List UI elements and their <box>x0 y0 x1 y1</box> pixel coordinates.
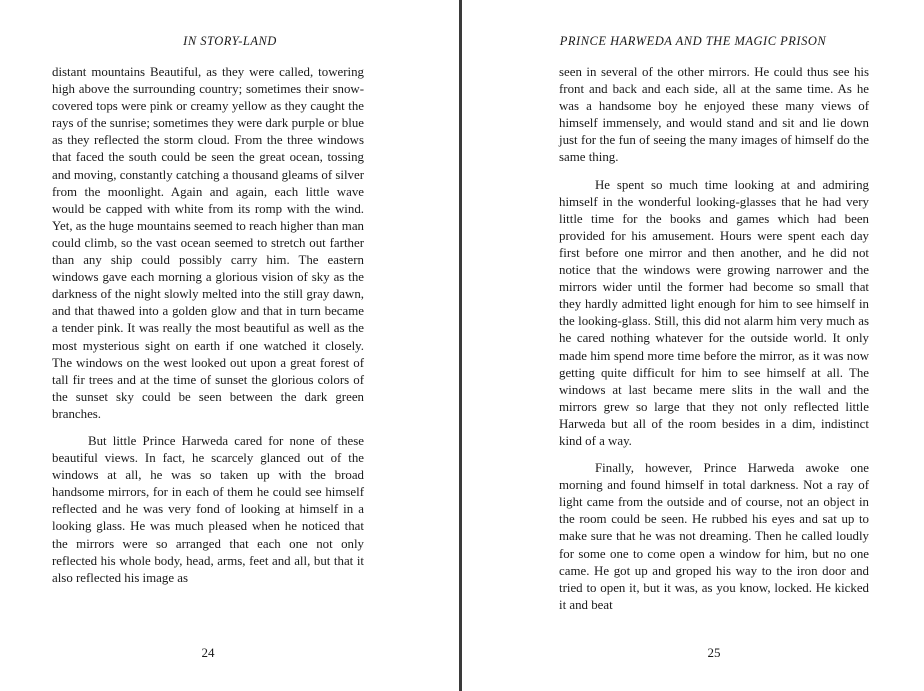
paragraph: seen in several of the other mirrors. He could thus see his front and back and each side, all at the same time. As he was a handsome boy he enjoyed these many views of himself immensely, and would stand and sit and lie down just for the fun of seeing the many images of himself do the same thing. <box>559 65 869 165</box>
paragraph: Finally, however, Prince Harweda awoke one morning and found himself in total darkness. Not a ray of light came from the outside and of course, not an object in the room could be seen. He rubbed his eyes and sat up to make sure that he was not dreaming. Then he called loudly for some one to come open a window for him, but no one came. He got up and groped his way to the iron door and tried to open it, but it was, as you know, locked. He kicked it and beat <box>559 461 869 612</box>
right-page <box>462 0 924 691</box>
paragraph: distant mountains Beautiful, as they were called, towering high above the surrounding country; sometimes their snow-covered tops were pink or creamy yellow as they caught the rays of the sunrise; sometimes they were dark purple or blue as they reflected the storm cloud. From the three windows that faced the south could be seen the great ocean, tossing and moving, constantly catching a thousand gleams of silver from the moonlight. Again and again, each little wave would be capped with white from its romp with the wind. Yet, as the huge mountains seemed to reach higher than man could climb, so the vast ocean seemed to stretch out farther than any ship could possibly carry him. The eastern windows gave each morning a glorious vision of sky as the darkness of the night slowly melted into the still gray dawn, and that thawed into a golden glow and that in turn became a tender pink. It was really the most beautiful as well as the most mysterious sight on earth if one watched it closely. The windows on the west looked out upon a great forest of tall fir trees and at the time of sunset the glorious colors of the sunset sky could be seen between the dark green branches. <box>52 65 364 421</box>
page-number-right: 25 <box>707 645 721 660</box>
paragraph: But little Prince Harweda cared for none of these beautiful views. In fact, he scarcely glanced out of the windows at all, he was so taken up with the broad handsome mirrors, for in each of them he could see himself reflected and he was very fond of looking at himself in a looking glass. He was much pleased when he noticed that the mirrors were so arranged that each one not only reflected his whole body, head, arms, feet and all, but that it also reflected his image as <box>52 433 364 585</box>
left-page <box>0 0 460 691</box>
page-number-left: 24 <box>201 645 215 660</box>
running-head-right: PRINCE HARWEDA AND THE MAGIC PRISON <box>559 34 827 48</box>
right-page-body <box>559 64 869 614</box>
running-head-left: IN STORY-LAND <box>183 34 277 48</box>
paragraph: He spent so much time looking at and admiring himself in the wonderful looking-glasses that he had very little time for the books and games which had been provided for his amusement. Hours were spent each day first before one mirror and then another, and he did not notice that the windows were growing narrower and the mirrors wider until the former had become so small that they hardly admitted light enough for him to see himself in the looking-glass. Still, this did not alarm him very much as he cared nothing whatever for the outside world. It only made him spend more time before the mirror, as it was now getting quite difficult for him to see himself at all. The windows at last became mere slits in the wall and the mirrors grew so large that they not only reflected little Harweda but all of the room besides in a dim, indistinct kind of a way. <box>559 177 869 448</box>
left-page-body <box>52 64 364 587</box>
